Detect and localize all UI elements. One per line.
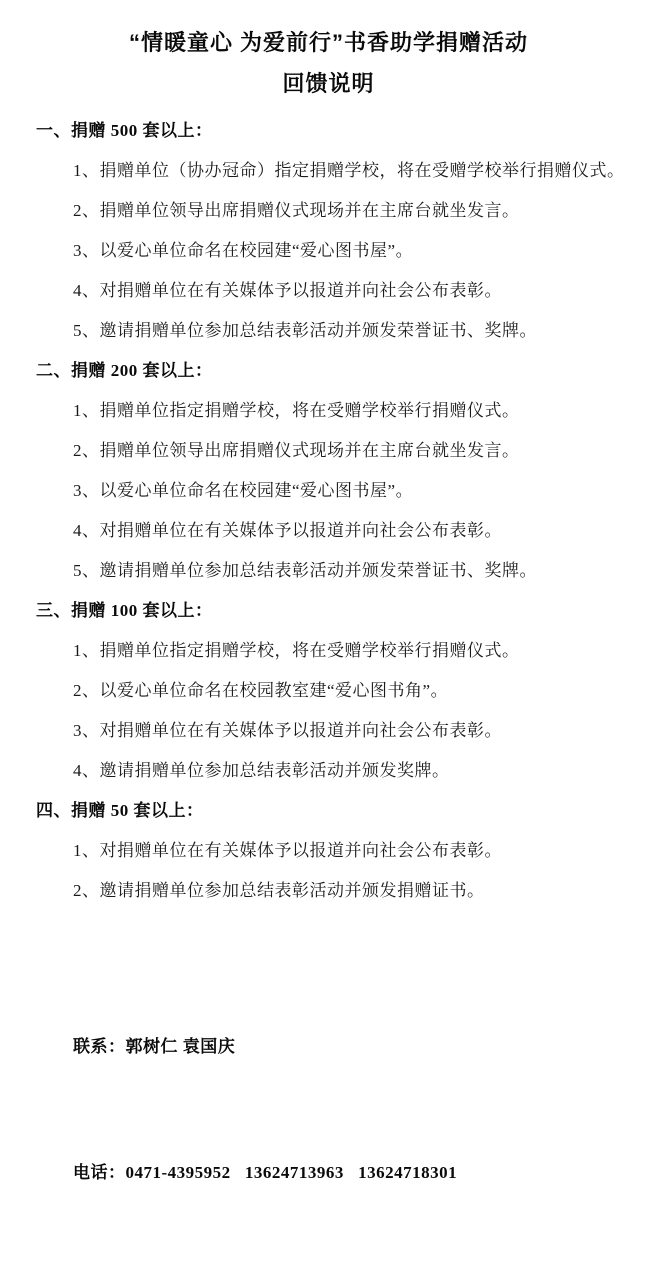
list-item: 1、捐赠单位（协办冠命）指定捐赠学校，将在受赠学校举行捐赠仪式。 <box>73 161 625 180</box>
list-item: 4、对捐赠单位在有关媒体予以报道并向社会公布表彰。 <box>73 281 502 300</box>
list-item: 2、捐赠单位领导出席捐赠仪式现场并在主席台就坐发言。 <box>73 441 520 460</box>
list-item: 5、邀请捐赠单位参加总结表彰活动并颁发荣誉证书、奖牌。 <box>73 321 537 340</box>
contact-block <box>0 942 657 1278</box>
list-item: 3、对捐赠单位在有关媒体予以报道并向社会公布表彰。 <box>73 721 502 740</box>
list-item: 5、邀请捐赠单位参加总结表彰活动并颁发荣誉证书、奖牌。 <box>73 561 537 580</box>
section-heading: 二、捐赠 200 套以上： <box>36 361 213 380</box>
title-line-1: “情暖童心 为爱前行”书香助学捐赠活动 <box>128 30 529 55</box>
section-donate-200 <box>0 351 657 591</box>
title-line-2: 回馈说明 <box>282 71 375 96</box>
contact-phone-line: 电话：0471-4395952 13624713963 13624718301 <box>73 1163 458 1182</box>
list-item: 2、邀请捐赠单位参加总结表彰活动并颁发捐赠证书。 <box>73 881 485 900</box>
section-heading: 三、捐赠 100 套以上： <box>36 601 213 620</box>
list-item: 1、捐赠单位指定捐赠学校，将在受赠学校举行捐赠仪式。 <box>73 401 520 420</box>
section-donate-100 <box>0 591 657 791</box>
list-item: 3、以爱心单位命名在校园建“爱心图书屋”。 <box>73 481 414 500</box>
list-item: 4、对捐赠单位在有关媒体予以报道并向社会公布表彰。 <box>73 521 502 540</box>
list-item: 1、对捐赠单位在有关媒体予以报道并向社会公布表彰。 <box>73 841 502 860</box>
list-item: 2、捐赠单位领导出席捐赠仪式现场并在主席台就坐发言。 <box>73 201 520 220</box>
section-heading: 一、捐赠 500 套以上： <box>36 121 213 140</box>
list-item: 4、邀请捐赠单位参加总结表彰活动并颁发奖牌。 <box>73 761 450 780</box>
list-item: 1、捐赠单位指定捐赠学校，将在受赠学校举行捐赠仪式。 <box>73 641 520 660</box>
document-body <box>0 111 657 911</box>
section-donate-50 <box>0 791 657 911</box>
document-title <box>0 22 657 104</box>
list-item: 3、以爱心单位命名在校园建“爱心图书屋”。 <box>73 241 414 260</box>
section-donate-500 <box>0 111 657 351</box>
contact-names-line: 联系：郭树仁 袁国庆 <box>73 1037 236 1056</box>
section-heading: 四、捐赠 50 套以上： <box>36 801 204 820</box>
list-item: 2、以爱心单位命名在校园教室建“爱心图书角”。 <box>73 681 449 700</box>
